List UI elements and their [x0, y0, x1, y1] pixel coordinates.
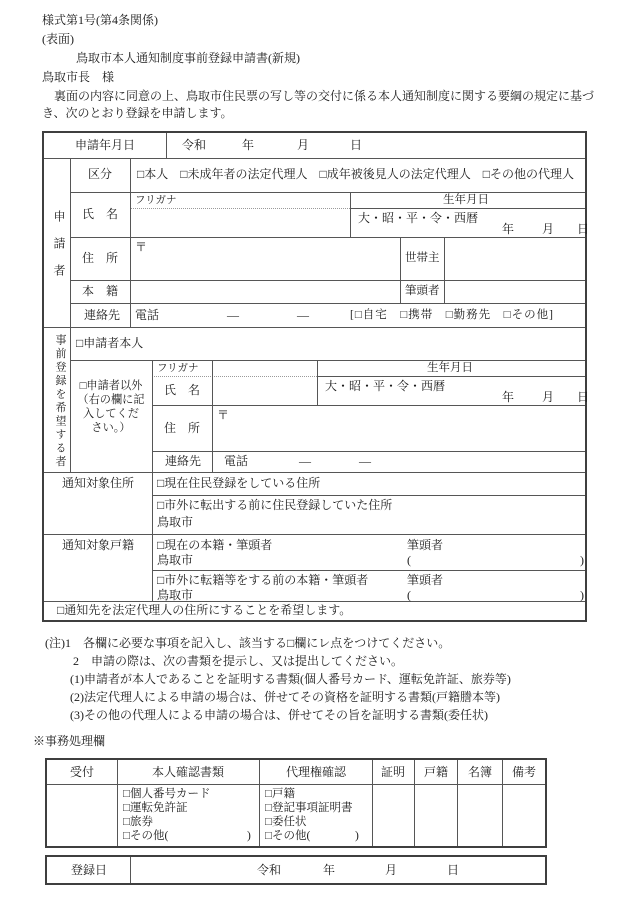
birth-era-options[interactable]: 大・昭・平・令・西暦: [325, 379, 446, 393]
paren-close: ): [247, 830, 251, 842]
intro-line-2: き、次のとおり登録を申請します。: [42, 106, 233, 120]
grid-line: [317, 376, 585, 377]
contact-label: 連絡先: [84, 308, 121, 322]
era-label: 令和: [182, 138, 207, 152]
month-label: 月: [297, 138, 310, 152]
office-header-certificate: 証明: [381, 765, 406, 779]
birth-year-label: 年: [502, 222, 515, 236]
grid-line: [444, 237, 445, 303]
domicile-label: 本 籍: [82, 284, 119, 298]
registration-date-table: [45, 855, 547, 885]
year-label: 年: [323, 863, 336, 877]
paren-close: ): [355, 830, 359, 842]
head-of-family-label: 筆頭者: [407, 538, 444, 552]
phone-dash: ―: [227, 308, 239, 322]
contact-label: 連絡先: [165, 454, 202, 468]
office-header-reception: 受付: [70, 765, 95, 779]
grid-line: [70, 303, 585, 304]
phone-dash: ―: [297, 308, 309, 322]
front-side-label: (表面): [42, 32, 74, 46]
birthdate-header: 生年月日: [443, 194, 489, 206]
grid-line: [152, 405, 585, 406]
furigana-label: フリガナ: [157, 363, 199, 374]
office-header-roster: 名簿: [468, 765, 493, 779]
form-code: 様式第1号(第4条関係): [42, 13, 158, 27]
registration-date-label: 登録日: [71, 863, 108, 877]
registrant-vertical-label: 事前登録を希望する者: [54, 334, 66, 469]
paren-close: ): [580, 553, 584, 567]
category-checkbox-options[interactable]: □本人 □未成年者の法定代理人 □成年被後見人の法定代理人 □その他の代理人: [137, 167, 574, 181]
birthdate-header: 生年月日: [427, 362, 473, 374]
applicant-vertical-label: 申請者: [52, 210, 66, 291]
paren-open: (: [407, 553, 411, 567]
grid-line: [166, 133, 167, 158]
office-section-title: ※事務処理欄: [33, 734, 106, 748]
proxy-doc-checkbox[interactable]: □委任状: [265, 816, 307, 828]
era-label: 令和: [257, 863, 282, 877]
phone-kind-checkboxes[interactable]: [□自宅 □携帯 □勤務先 □その他]: [350, 309, 554, 321]
note-line: 2 申請の際は、次の書類を提示し、又は提出してください。: [73, 654, 404, 668]
birth-year-label: 年: [502, 390, 515, 404]
postal-mark: 〒: [135, 240, 148, 254]
name-label: 氏 名: [82, 207, 119, 221]
address-label: 住 所: [164, 421, 201, 435]
registrant-other-line: 入してくだ: [83, 408, 139, 420]
phone-dash: ―: [359, 454, 371, 468]
grid-line: [400, 237, 401, 303]
birth-day-label: 日: [577, 222, 590, 236]
day-label: 日: [447, 863, 460, 877]
month-label: 月: [385, 863, 398, 877]
year-label: 年: [242, 138, 255, 152]
city-prefix: 鳥取市: [157, 588, 194, 602]
grid-line: [44, 534, 585, 535]
proxy-doc-checkbox[interactable]: □登記事項証明書: [265, 802, 353, 814]
paren-open: (: [407, 588, 411, 602]
grid-line: [44, 158, 585, 159]
day-label: 日: [350, 138, 363, 152]
furigana-label: フリガナ: [135, 195, 177, 206]
grid-line: [502, 760, 503, 846]
head-of-family-label: 筆頭者: [405, 285, 440, 297]
office-header-proxy-check: 代理権確認: [286, 765, 347, 779]
grid-line: [130, 208, 350, 209]
category-label: 区分: [88, 167, 113, 181]
registry-current-checkbox[interactable]: □現在の本籍・筆頭者: [157, 538, 273, 552]
grid-line: [372, 760, 373, 846]
registrant-other-line: さい。）: [91, 422, 131, 434]
notify-address-label: 通知対象住所: [62, 476, 135, 490]
city-prefix: 鳥取市: [157, 553, 194, 567]
office-use-table: [45, 758, 547, 848]
grid-line: [70, 280, 585, 281]
identity-doc-checkbox[interactable]: □運転免許証: [123, 802, 188, 814]
grid-line: [47, 784, 545, 785]
grid-line: [414, 760, 415, 846]
note-line: (注)1 各欄に必要な事項を記入し、該当する□欄にレ点をつけてください。: [45, 636, 451, 650]
intro-line-1: 裏面の内容に同意の上、鳥取市住民票の写し等の交付に係る本人通知制度に関する要綱の規定に基づ: [42, 89, 595, 103]
phone-label: 電話: [135, 308, 160, 322]
grid-line: [152, 570, 585, 571]
proxy-doc-checkbox[interactable]: □戸籍: [265, 788, 295, 800]
legal-rep-address-checkbox[interactable]: □通知先を法定代理人の住所にすることを希望します。: [57, 603, 352, 617]
grid-line: [317, 360, 318, 405]
grid-line: [70, 192, 585, 193]
postal-mark: 〒: [217, 408, 230, 422]
phone-label: 電話: [224, 454, 249, 468]
note-line: (3)その他の代理人による申請の場合は、併せてその旨を証明する書類(委任状): [70, 708, 488, 722]
grid-line: [259, 760, 260, 846]
birth-month-label: 月: [542, 390, 555, 404]
grid-line: [152, 360, 153, 601]
office-header-remarks: 備考: [512, 765, 537, 779]
grid-line: [44, 601, 585, 602]
page-title: 鳥取市本人通知制度事前登録申請書(新規): [76, 51, 300, 65]
grid-line: [152, 451, 585, 452]
grid-line: [130, 158, 131, 327]
grid-line: [457, 760, 458, 846]
registrant-self-checkbox[interactable]: □申請者本人: [76, 336, 144, 350]
identity-doc-other-checkbox[interactable]: □その他(: [123, 830, 169, 842]
grid-line: [350, 208, 585, 209]
notify-address-current-checkbox[interactable]: □現在住民登録をしている住所: [157, 476, 321, 490]
grid-line: [44, 327, 585, 328]
grid-line: [152, 376, 317, 377]
phone-dash: ―: [299, 454, 311, 468]
paren-close: ): [580, 588, 584, 602]
application-table: [42, 131, 590, 622]
office-header-registry: 戸籍: [424, 765, 449, 779]
notify-address-before-checkbox[interactable]: □市外に転出する前に住民登録していた住所: [157, 498, 393, 512]
note-line: (1)申請者が本人であることを証明する書類(個人番号カード、運転免許証、旅券等): [70, 672, 511, 686]
registrant-other-checkbox[interactable]: [70, 379, 152, 435]
householder-label: 世帯主: [405, 252, 440, 264]
name-label: 氏 名: [164, 383, 201, 397]
birth-day-label: 日: [577, 390, 590, 404]
identity-doc-checkbox[interactable]: □旅券: [123, 816, 153, 828]
grid-line: [350, 192, 351, 237]
birth-month-label: 月: [542, 222, 555, 236]
application-date-label: 申請年月日: [75, 138, 136, 152]
grid-line: [70, 237, 585, 238]
grid-line: [117, 760, 118, 846]
grid-line: [44, 472, 585, 473]
birth-era-options[interactable]: 大・昭・平・令・西暦: [358, 211, 479, 225]
registrant-other-line: （右の欄に記: [77, 394, 145, 406]
grid-line: [152, 495, 585, 496]
registry-before-checkbox[interactable]: □市外に転籍等をする前の本籍・筆頭者: [157, 573, 369, 587]
office-header-identity-docs: 本人確認書類: [152, 765, 225, 779]
city-prefix: 鳥取市: [157, 515, 194, 529]
addressee: 鳥取市長 様: [42, 70, 115, 84]
proxy-doc-other-checkbox[interactable]: □その他(: [265, 830, 311, 842]
address-label: 住 所: [82, 251, 119, 265]
grid-line: [130, 857, 131, 883]
head-of-family-label: 筆頭者: [407, 573, 444, 587]
note-line: (2)法定代理人による申請の場合は、併せてその資格を証明する書類(戸籍謄本等): [70, 690, 500, 704]
registrant-other-line: □申請者以外: [79, 380, 143, 392]
notify-registry-label: 通知対象戸籍: [62, 538, 135, 552]
grid-line: [70, 360, 585, 361]
grid-line: [212, 360, 213, 472]
identity-doc-checkbox[interactable]: □個人番号カード: [123, 788, 211, 800]
